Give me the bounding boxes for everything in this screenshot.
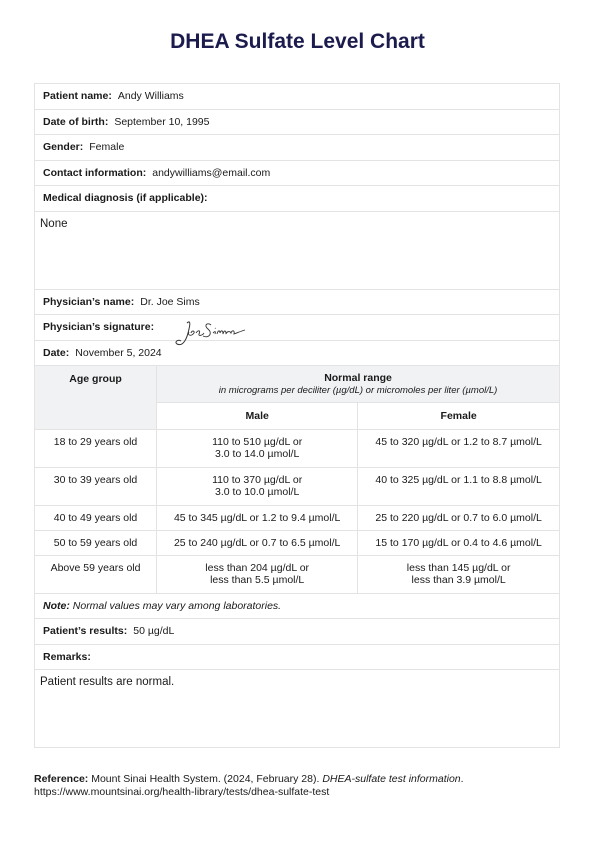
signature-row — [35, 315, 559, 341]
note-label: Note: — [43, 599, 70, 612]
patient-name-row — [35, 84, 559, 110]
date-row — [35, 341, 559, 367]
table-row — [35, 530, 559, 555]
table-row — [35, 555, 559, 593]
patient-name-label: Patient name: — [43, 90, 112, 103]
male-cell — [157, 555, 358, 593]
remarks-box — [35, 670, 559, 747]
dob-value: September 10, 1995 — [114, 115, 210, 128]
remarks-label: Remarks: — [43, 650, 91, 663]
female-cell: 15 to 170 µg/dL or 0.4 to 4.6 µmol/L — [358, 530, 559, 555]
age-cell: 18 to 29 years old — [35, 429, 157, 467]
remarks-row — [35, 645, 559, 671]
results-label: Patient’s results: — [43, 625, 128, 638]
female-line-1: less than 145 µg/dL or — [406, 561, 511, 574]
gender-row — [35, 135, 559, 161]
male-cell — [157, 429, 358, 467]
male-line-2: less than 5.5 µmol/L — [210, 574, 305, 586]
male-cell — [157, 467, 358, 505]
gender-label: Gender: — [43, 141, 84, 154]
contact-label: Contact information: — [43, 166, 147, 179]
diagnosis-row — [35, 186, 559, 212]
patient-name-value: Andy Williams — [117, 90, 184, 103]
reference-label: Reference: — [34, 773, 89, 785]
female-cell — [358, 555, 559, 593]
note-row — [35, 594, 559, 620]
female-cell — [358, 467, 559, 505]
physician-value: Dr. Joe Sims — [140, 295, 200, 308]
female-cell: 25 to 220 µg/dL or 0.7 to 6.0 µmol/L — [358, 505, 559, 530]
results-row — [35, 619, 559, 645]
reference-url[interactable]: . https://www.mountsinai.org/health-library/tests/dhea-sulfate-test — [34, 773, 464, 798]
results-value: 50 µg/dL — [133, 625, 175, 638]
normal-range-subtitle: in micrograms per deciliter (µg/dL) or micromoles per liter (µmol/L) — [218, 385, 498, 396]
female-cell — [358, 429, 559, 467]
reference — [34, 773, 560, 799]
dob-label: Date of birth: — [43, 115, 109, 128]
physician-signature — [175, 317, 247, 351]
female-header: Female — [358, 402, 559, 429]
reference-source: Mount Sinai Health System. (2024, February 28). — [91, 773, 320, 785]
diagnosis-label: Medical diagnosis (if applicable): — [43, 192, 208, 205]
note-text: Normal values may vary among laboratories. — [72, 599, 282, 612]
date-label: Date: — [43, 346, 70, 359]
male-line-1: less than 204 µg/dL or — [205, 561, 310, 574]
male-line-2: 3.0 to 10.0 µmol/L — [215, 486, 300, 498]
patient-form — [34, 83, 560, 748]
age-cell: 30 to 39 years old — [35, 467, 157, 505]
male-cell: 25 to 240 µg/dL or 0.7 to 6.5 µmol/L — [157, 530, 358, 555]
male-line-1: 110 to 510 µg/dL or — [212, 435, 303, 448]
male-line-2: 3.0 to 14.0 µmol/L — [215, 448, 300, 460]
physician-row — [35, 290, 559, 316]
date-value: November 5, 2024 — [75, 346, 162, 359]
normal-range-table — [35, 366, 559, 594]
male-header: Male — [157, 402, 358, 429]
remarks-value: Patient results are normal. — [40, 676, 175, 688]
diagnosis-value: None — [40, 217, 68, 230]
age-cell: Above 59 years old — [35, 555, 157, 593]
female-line-1: 40 to 325 µg/dL or 1.1 to 8.8 µmol/L — [375, 473, 542, 486]
page-title: DHEA Sulfate Level Chart — [170, 30, 425, 53]
normal-range-title: Normal range — [324, 372, 392, 384]
gender-value: Female — [89, 141, 125, 154]
age-group-header: Age group — [35, 366, 157, 429]
age-cell: 40 to 49 years old — [35, 505, 157, 530]
signature-label: Physician’s signature: — [43, 321, 155, 334]
diagnosis-box — [35, 212, 559, 290]
female-line-1: 45 to 320 µg/dL or 1.2 to 8.7 µmol/L — [375, 435, 542, 448]
age-cell: 50 to 59 years old — [35, 530, 157, 555]
physician-label: Physician’s name: — [43, 295, 135, 308]
contact-value: andywilliams@email.com — [152, 166, 271, 179]
normal-range-header — [157, 366, 559, 402]
contact-row — [35, 161, 559, 187]
table-row — [35, 429, 559, 467]
female-line-2: less than 3.9 µmol/L — [411, 574, 506, 586]
table-row — [35, 467, 559, 505]
reference-title: DHEA-sulfate test information — [322, 773, 461, 785]
dob-row — [35, 110, 559, 136]
table-row — [35, 505, 559, 530]
male-cell: 45 to 345 µg/dL or 1.2 to 9.4 µmol/L — [157, 505, 358, 530]
male-line-1: 110 to 370 µg/dL or — [212, 473, 303, 486]
